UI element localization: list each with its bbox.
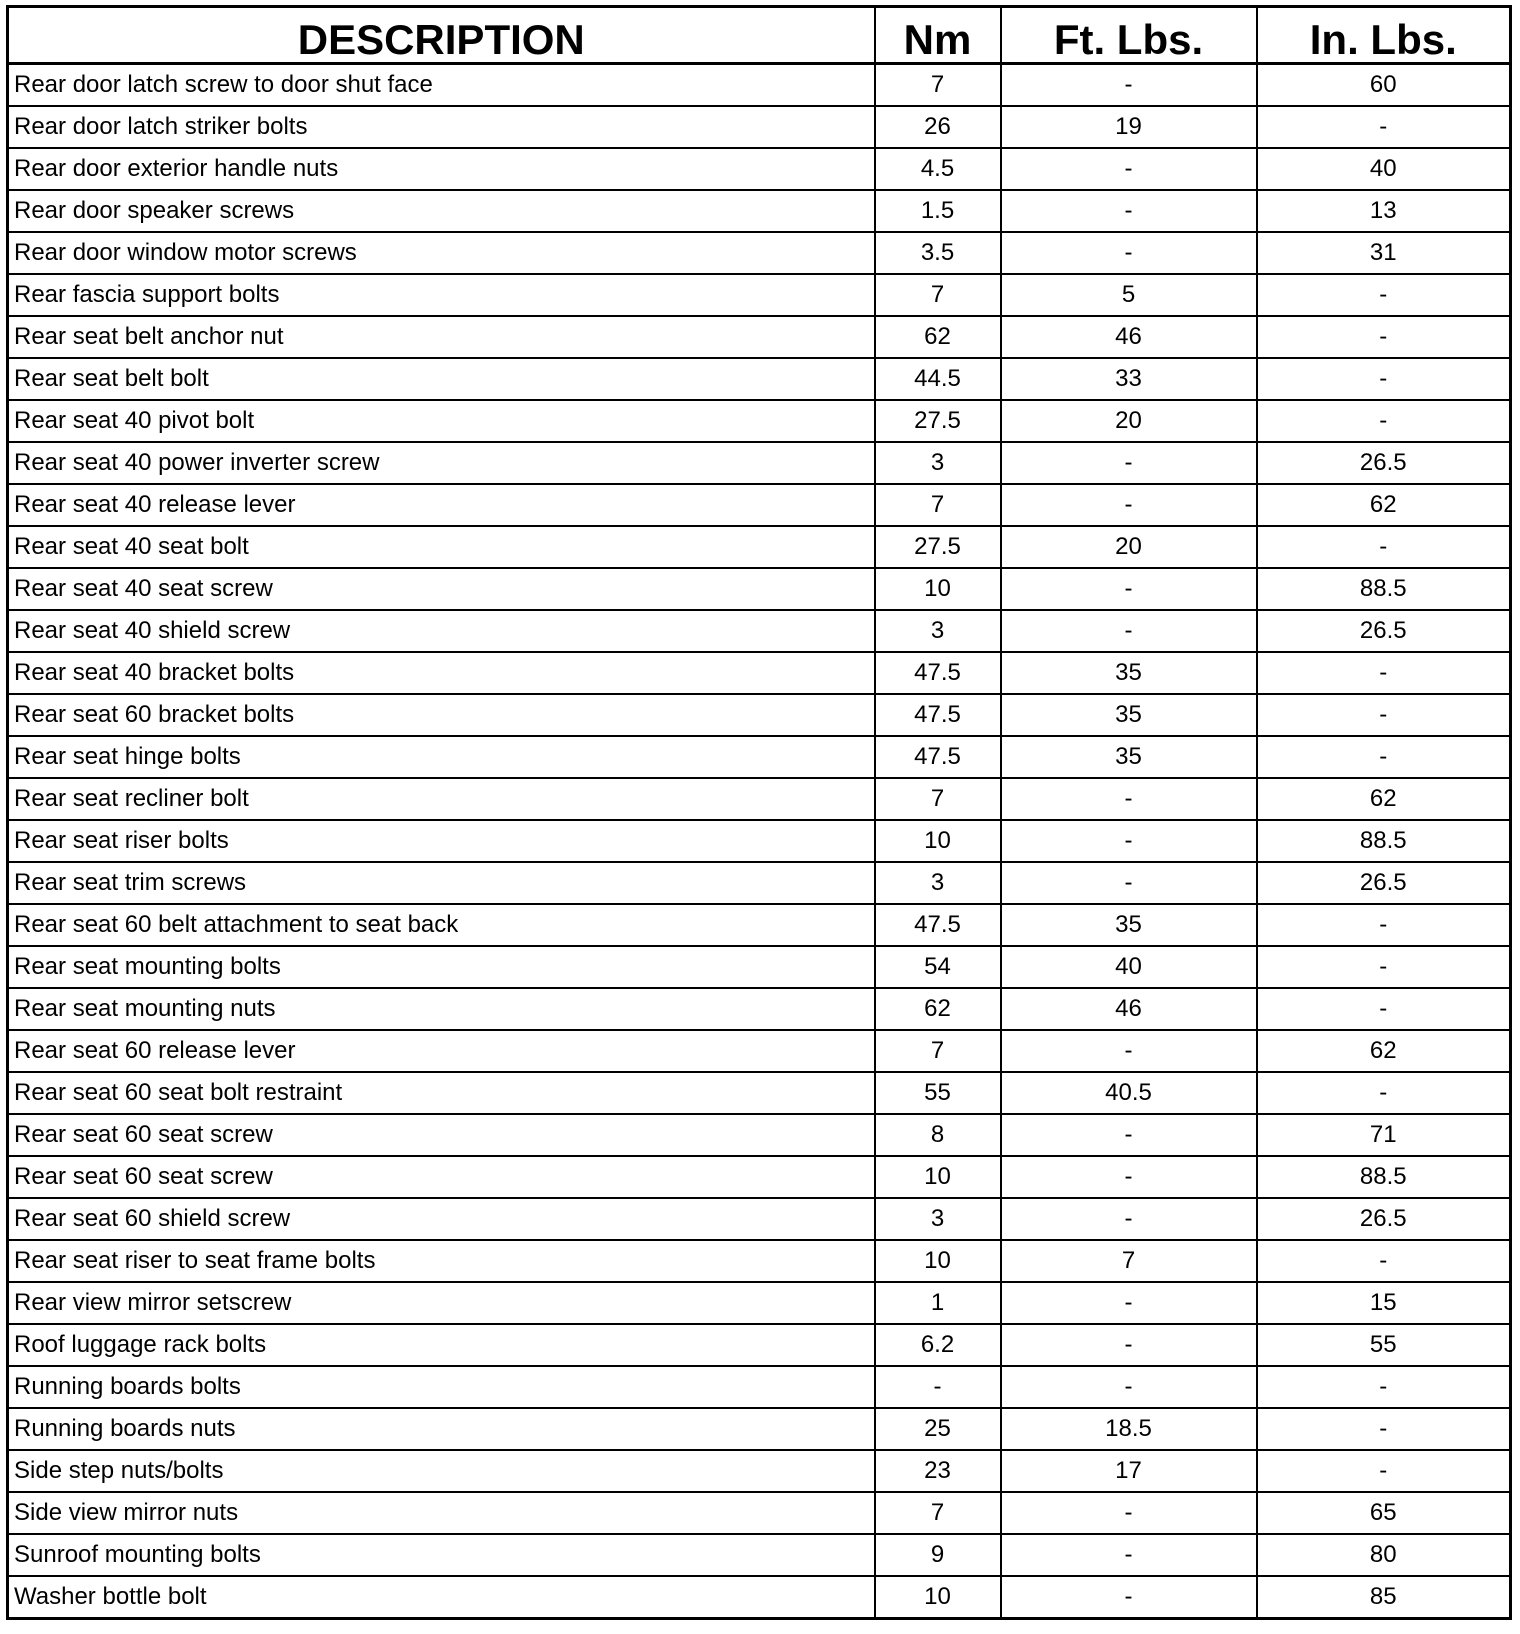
cell-description: Rear seat riser bolts [8,820,875,862]
cell-ft-lbs: - [1001,1366,1257,1408]
table-row [8,526,1511,568]
table-row [8,316,1511,358]
cell-ft-lbs: - [1001,1282,1257,1324]
table-row [8,1072,1511,1114]
table-row [8,1114,1511,1156]
table-row [8,904,1511,946]
cell-in-lbs: 85 [1257,1576,1511,1619]
cell-nm: 1 [875,1282,1001,1324]
cell-in-lbs: - [1257,526,1511,568]
cell-ft-lbs: - [1001,484,1257,526]
cell-description: Rear seat 40 shield screw [8,610,875,652]
table-row [8,820,1511,862]
cell-nm: 7 [875,484,1001,526]
cell-ft-lbs: 35 [1001,694,1257,736]
cell-description: Rear view mirror setscrew [8,1282,875,1324]
table-row [8,484,1511,526]
table-body [8,64,1511,1619]
cell-description: Rear seat 60 belt attachment to seat back [8,904,875,946]
table-row [8,190,1511,232]
header-nm: Nm [875,7,1001,64]
table-row [8,400,1511,442]
cell-ft-lbs: 18.5 [1001,1408,1257,1450]
cell-ft-lbs: - [1001,64,1257,107]
cell-nm: 3 [875,1198,1001,1240]
header-description: DESCRIPTION [8,7,875,64]
cell-in-lbs: 62 [1257,1030,1511,1072]
cell-ft-lbs: 35 [1001,736,1257,778]
cell-ft-lbs: 35 [1001,904,1257,946]
table-row [8,1030,1511,1072]
table-row [8,568,1511,610]
cell-nm: 10 [875,1576,1001,1619]
cell-in-lbs: 62 [1257,484,1511,526]
cell-ft-lbs: - [1001,190,1257,232]
cell-in-lbs: - [1257,1408,1511,1450]
cell-ft-lbs: - [1001,778,1257,820]
cell-in-lbs: - [1257,736,1511,778]
table-row [8,1156,1511,1198]
torque-spec-table [6,5,1512,1620]
cell-nm: 54 [875,946,1001,988]
cell-nm: 26 [875,106,1001,148]
cell-nm: 3 [875,862,1001,904]
table-row [8,1450,1511,1492]
cell-nm: 25 [875,1408,1001,1450]
cell-in-lbs: 65 [1257,1492,1511,1534]
table-row [8,106,1511,148]
cell-ft-lbs: 40.5 [1001,1072,1257,1114]
cell-description: Rear seat 60 seat bolt restraint [8,1072,875,1114]
cell-ft-lbs: - [1001,1534,1257,1576]
table-row [8,1282,1511,1324]
cell-description: Sunroof mounting bolts [8,1534,875,1576]
cell-in-lbs: - [1257,316,1511,358]
cell-description: Rear door latch screw to door shut face [8,64,875,107]
cell-in-lbs: - [1257,946,1511,988]
cell-ft-lbs: - [1001,568,1257,610]
table-row [8,736,1511,778]
header-row [8,7,1511,64]
cell-description: Running boards bolts [8,1366,875,1408]
cell-in-lbs: 13 [1257,190,1511,232]
cell-ft-lbs: 33 [1001,358,1257,400]
table-row [8,946,1511,988]
cell-ft-lbs: 19 [1001,106,1257,148]
cell-in-lbs: - [1257,652,1511,694]
cell-nm: 7 [875,274,1001,316]
table-row [8,988,1511,1030]
cell-ft-lbs: - [1001,1492,1257,1534]
cell-ft-lbs: - [1001,820,1257,862]
cell-ft-lbs: 5 [1001,274,1257,316]
cell-in-lbs: - [1257,694,1511,736]
cell-nm: 1.5 [875,190,1001,232]
cell-description: Rear seat 60 seat screw [8,1156,875,1198]
cell-description: Rear seat belt anchor nut [8,316,875,358]
cell-nm: 7 [875,778,1001,820]
cell-ft-lbs: - [1001,862,1257,904]
cell-ft-lbs: 46 [1001,988,1257,1030]
cell-nm: 55 [875,1072,1001,1114]
table-row [8,1198,1511,1240]
cell-description: Rear seat belt bolt [8,358,875,400]
cell-description: Rear seat 40 seat screw [8,568,875,610]
cell-description: Rear seat riser to seat frame bolts [8,1240,875,1282]
cell-ft-lbs: - [1001,1198,1257,1240]
cell-nm: 7 [875,64,1001,107]
cell-nm: 10 [875,1156,1001,1198]
cell-description: Rear seat recliner bolt [8,778,875,820]
header-in-lbs: In. Lbs. [1257,7,1511,64]
cell-description: Rear seat mounting nuts [8,988,875,1030]
cell-ft-lbs: 17 [1001,1450,1257,1492]
cell-nm: 62 [875,316,1001,358]
cell-ft-lbs: 35 [1001,652,1257,694]
cell-description: Roof luggage rack bolts [8,1324,875,1366]
cell-ft-lbs: 40 [1001,946,1257,988]
cell-ft-lbs: - [1001,442,1257,484]
cell-nm: 62 [875,988,1001,1030]
table-row [8,1366,1511,1408]
table-header [8,7,1511,64]
cell-nm: 7 [875,1492,1001,1534]
cell-nm: 10 [875,820,1001,862]
table-row [8,778,1511,820]
cell-in-lbs: - [1257,1450,1511,1492]
cell-description: Rear seat 40 power inverter screw [8,442,875,484]
cell-in-lbs: 88.5 [1257,1156,1511,1198]
header-ft-lbs: Ft. Lbs. [1001,7,1257,64]
cell-nm: 10 [875,1240,1001,1282]
cell-in-lbs: 15 [1257,1282,1511,1324]
cell-in-lbs: - [1257,106,1511,148]
table-row [8,232,1511,274]
cell-in-lbs: 88.5 [1257,568,1511,610]
cell-description: Rear door window motor screws [8,232,875,274]
cell-nm: 47.5 [875,694,1001,736]
table-row [8,1240,1511,1282]
cell-in-lbs: 88.5 [1257,820,1511,862]
cell-ft-lbs: 7 [1001,1240,1257,1282]
cell-in-lbs: 26.5 [1257,442,1511,484]
table-row [8,274,1511,316]
cell-in-lbs: - [1257,904,1511,946]
cell-description: Rear seat trim screws [8,862,875,904]
cell-nm: 47.5 [875,736,1001,778]
cell-description: Rear seat 40 bracket bolts [8,652,875,694]
cell-description: Rear seat 40 pivot bolt [8,400,875,442]
cell-in-lbs: - [1257,358,1511,400]
cell-description: Rear seat 40 seat bolt [8,526,875,568]
cell-description: Rear fascia support bolts [8,274,875,316]
cell-nm: 4.5 [875,148,1001,190]
cell-ft-lbs: - [1001,1114,1257,1156]
cell-in-lbs: 26.5 [1257,610,1511,652]
cell-nm: 23 [875,1450,1001,1492]
table-row [8,1492,1511,1534]
cell-description: Washer bottle bolt [8,1576,875,1619]
cell-description: Rear seat 40 release lever [8,484,875,526]
cell-in-lbs: - [1257,1072,1511,1114]
cell-ft-lbs: - [1001,232,1257,274]
cell-in-lbs: - [1257,1366,1511,1408]
cell-description: Rear seat 60 release lever [8,1030,875,1072]
table-row [8,610,1511,652]
cell-nm: 3.5 [875,232,1001,274]
table-row [8,1576,1511,1619]
cell-in-lbs: 26.5 [1257,1198,1511,1240]
cell-nm: 9 [875,1534,1001,1576]
cell-in-lbs: 26.5 [1257,862,1511,904]
cell-ft-lbs: - [1001,1324,1257,1366]
cell-ft-lbs: 46 [1001,316,1257,358]
cell-in-lbs: - [1257,1240,1511,1282]
cell-in-lbs: 40 [1257,148,1511,190]
table-row [8,694,1511,736]
cell-nm: 6.2 [875,1324,1001,1366]
cell-nm: 47.5 [875,904,1001,946]
cell-in-lbs: 71 [1257,1114,1511,1156]
cell-ft-lbs: - [1001,1156,1257,1198]
table-row [8,1324,1511,1366]
cell-ft-lbs: 20 [1001,526,1257,568]
cell-in-lbs: 55 [1257,1324,1511,1366]
cell-nm: 8 [875,1114,1001,1156]
cell-description: Rear door speaker screws [8,190,875,232]
cell-nm: 27.5 [875,526,1001,568]
cell-ft-lbs: 20 [1001,400,1257,442]
cell-nm: 7 [875,1030,1001,1072]
table-row [8,64,1511,107]
cell-description: Rear seat hinge bolts [8,736,875,778]
cell-in-lbs: - [1257,988,1511,1030]
cell-ft-lbs: - [1001,148,1257,190]
cell-description: Rear seat 60 seat screw [8,1114,875,1156]
cell-description: Rear seat 60 bracket bolts [8,694,875,736]
table-row [8,1534,1511,1576]
table-row [8,862,1511,904]
cell-nm: 10 [875,568,1001,610]
table-row [8,652,1511,694]
cell-description: Side step nuts/bolts [8,1450,875,1492]
cell-in-lbs: - [1257,400,1511,442]
cell-nm: 27.5 [875,400,1001,442]
cell-description: Rear seat mounting bolts [8,946,875,988]
cell-in-lbs: 31 [1257,232,1511,274]
cell-ft-lbs: - [1001,1030,1257,1072]
cell-ft-lbs: - [1001,610,1257,652]
cell-in-lbs: 62 [1257,778,1511,820]
table-row [8,358,1511,400]
cell-in-lbs: 80 [1257,1534,1511,1576]
cell-nm: 47.5 [875,652,1001,694]
cell-in-lbs: 60 [1257,64,1511,107]
cell-description: Running boards nuts [8,1408,875,1450]
cell-in-lbs: - [1257,274,1511,316]
cell-description: Side view mirror nuts [8,1492,875,1534]
table-row [8,148,1511,190]
cell-nm: - [875,1366,1001,1408]
table-row [8,442,1511,484]
cell-description: Rear door exterior handle nuts [8,148,875,190]
table-row [8,1408,1511,1450]
cell-ft-lbs: - [1001,1576,1257,1619]
cell-description: Rear seat 60 shield screw [8,1198,875,1240]
cell-nm: 44.5 [875,358,1001,400]
cell-nm: 3 [875,442,1001,484]
cell-nm: 3 [875,610,1001,652]
cell-description: Rear door latch striker bolts [8,106,875,148]
